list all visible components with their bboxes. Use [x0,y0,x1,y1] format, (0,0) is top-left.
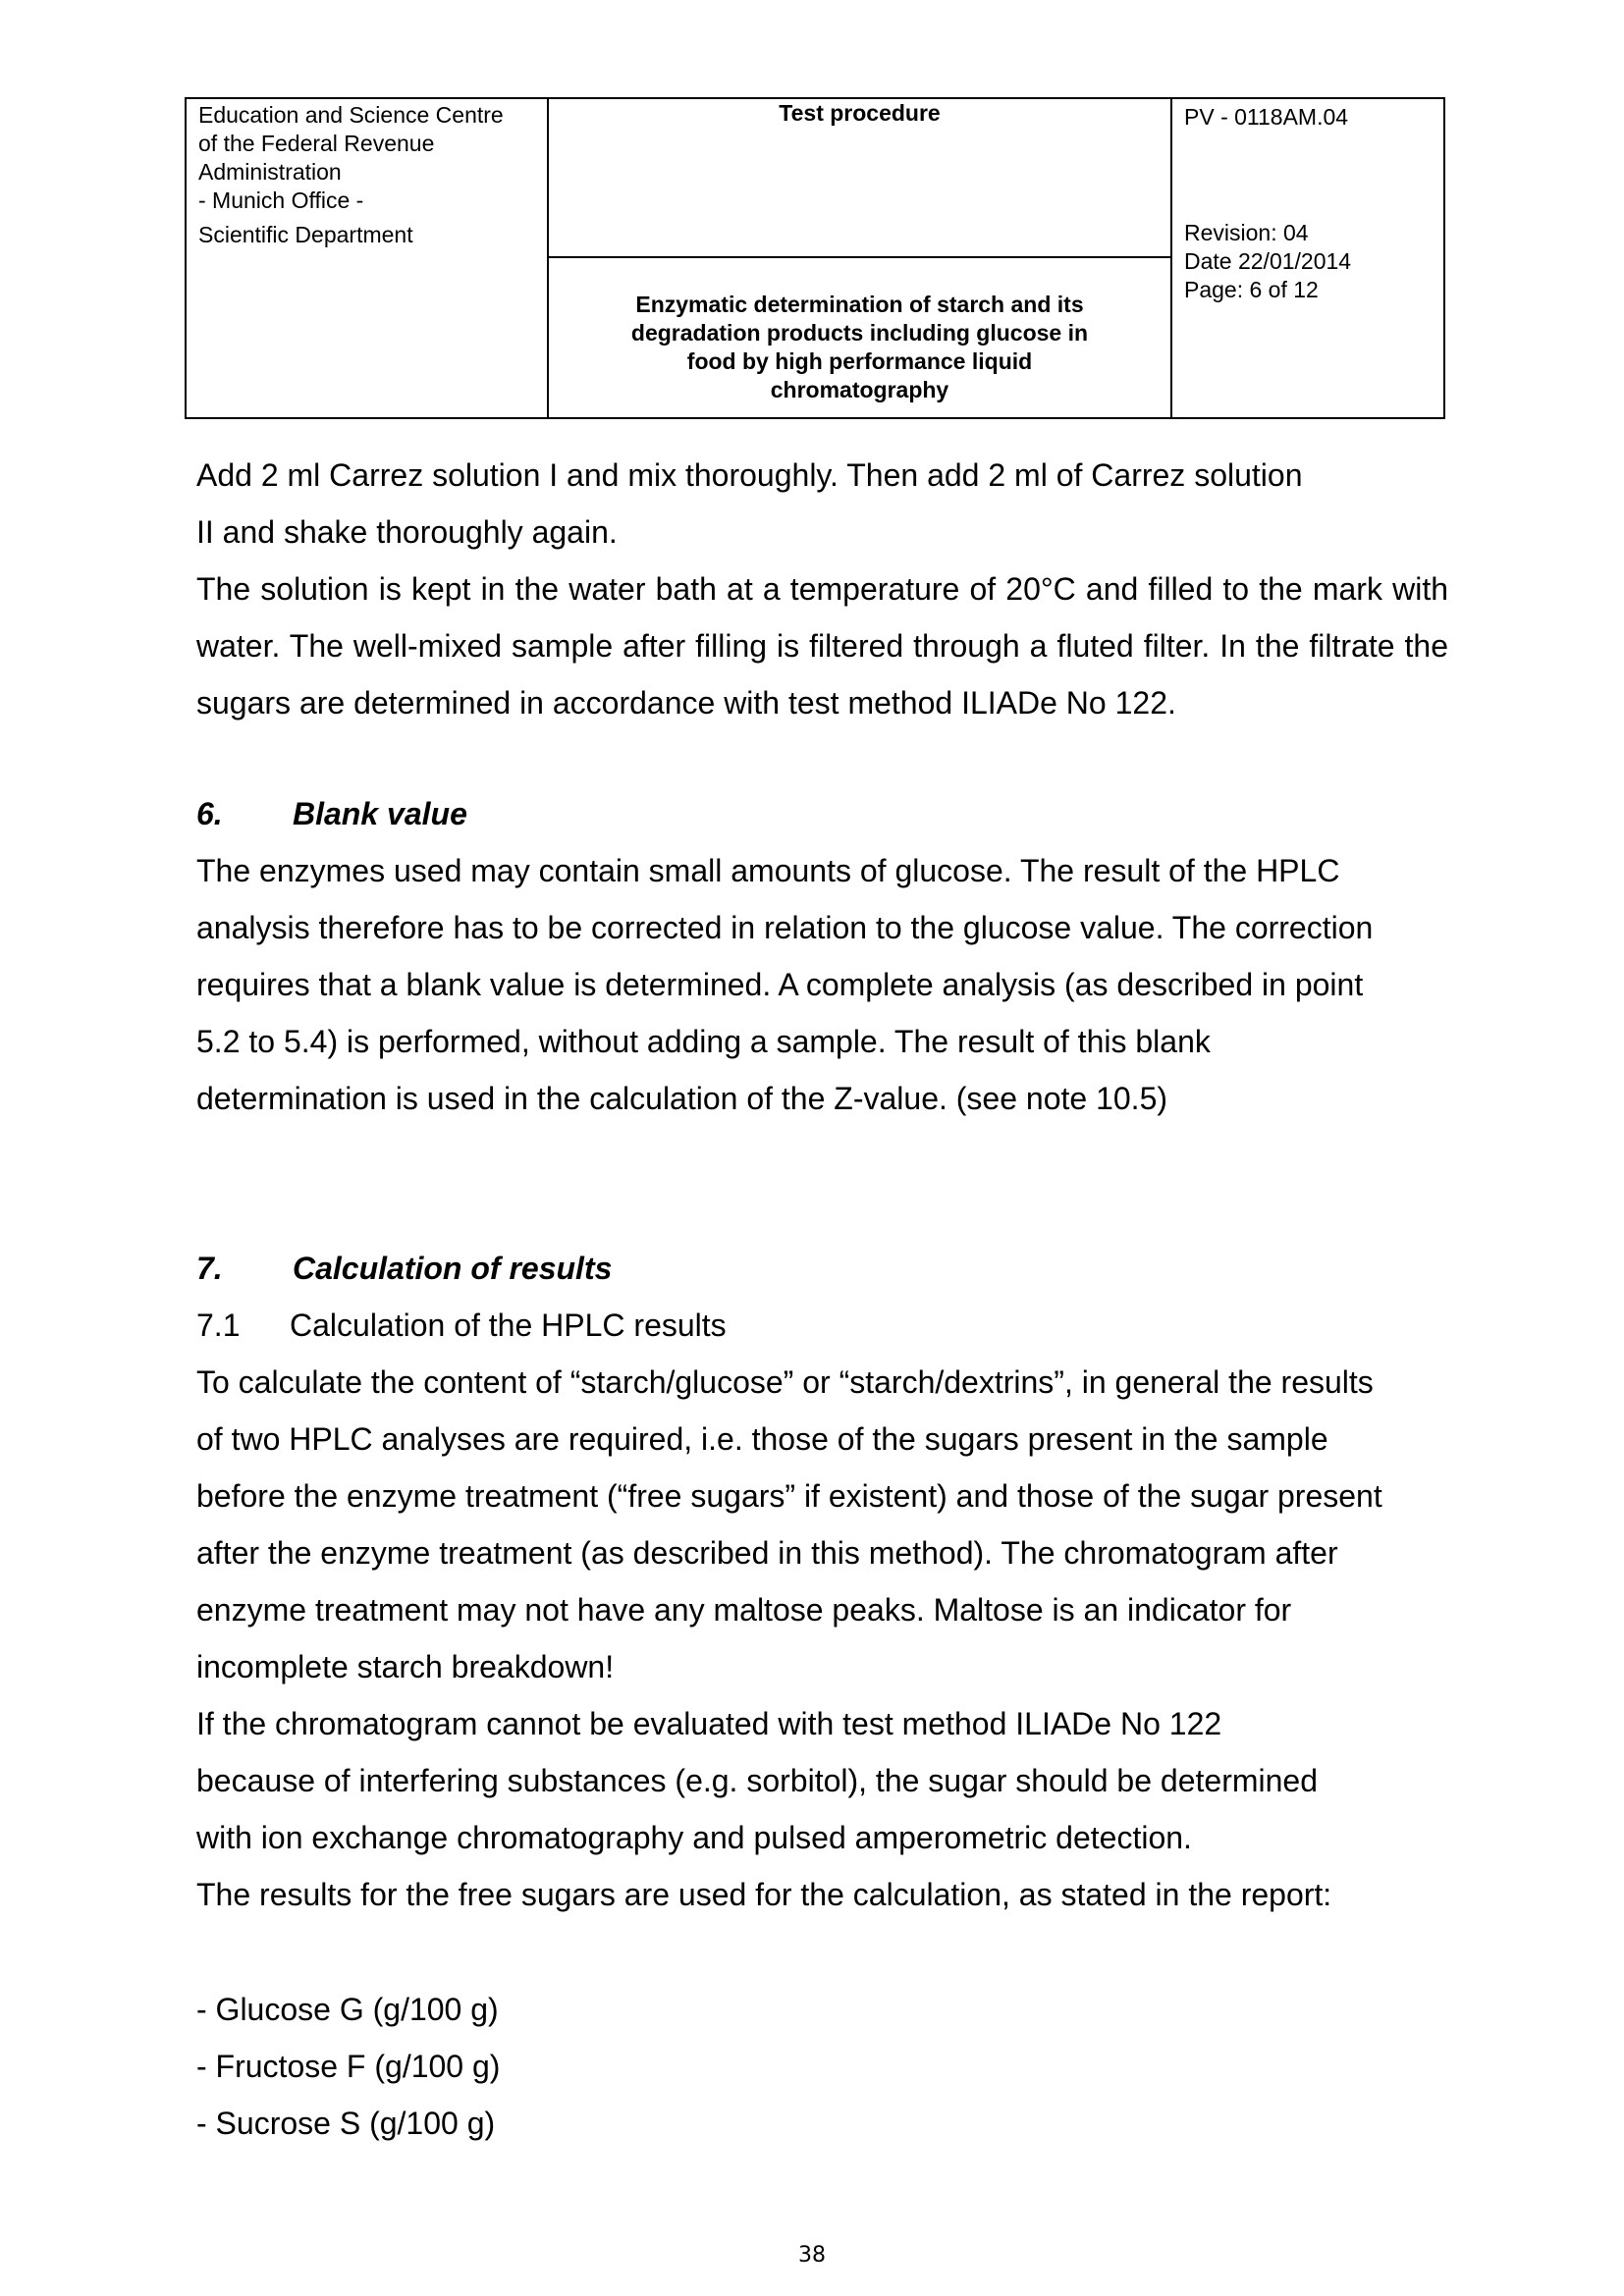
section-number: 6. [196,796,223,831]
text-line: To calculate the content of “starch/glucose” or “starch/dextrins”, in general the results [196,1364,1374,1400]
list-item: - Sucrose S (g/100 g) [196,2106,496,2141]
header-page: Page: 6 of 12 [1184,277,1319,302]
text-line: before the enzyme treatment (“free sugars” if existent) and those of the sugar present [196,1478,1382,1514]
text-line: with ion exchange chromatography and pulsed amperometric detection. [196,1820,1192,1855]
intro-line: II and shake thoroughly again. [196,514,618,550]
text-line: analysis therefore has to be corrected in relation to the glucose value. The correction [196,910,1374,945]
text-line: determination is used in the calculation of the Z-value. (see note 10.5) [196,1081,1168,1116]
header-doc-id: PV - 0118AM.04 [1184,104,1349,130]
text-line: The results for the free sugars are used for the calculation, as stated in the report: [196,1877,1332,1912]
text-line: after the enzyme treatment (as described in this method). The chromatogram after [196,1535,1338,1571]
text-line: because of interfering substances (e.g. sorbitol), the sugar should be determined [196,1763,1318,1798]
page-number: 38 [798,2243,826,2268]
list-item: - Glucose G (g/100 g) [196,1992,499,2027]
text-line: enzyme treatment may not have any maltose peaks. Maltose is an indicator for [196,1592,1292,1628]
text-line: of two HPLC analyses are required, i.e. those of the sugars present in the sample [196,1421,1328,1457]
subsection-title: Calculation of the HPLC results [290,1308,727,1343]
subsection-number: 7.1 [196,1308,241,1343]
section-heading [196,1240,1448,1297]
header-meta [1184,219,1351,304]
list-item: - Fructose F (g/100 g) [196,2049,501,2084]
org-line: Education and Science Centre [198,102,504,128]
header-divider-horizontal [547,256,1172,258]
text-line: incomplete starch breakdown! [196,1649,615,1684]
header-doc-type: Test procedure [779,100,941,126]
header-department: Scientific Department [198,222,413,247]
document-header-table [185,97,1445,419]
header-subject [549,291,1170,404]
org-line: of the Federal Revenue [198,131,435,156]
intro-block [196,447,1448,731]
free-sugars-list [196,1981,1448,2152]
text-line: If the chromatogram cannot be evaluated with test method ILIADe No 122 [196,1706,1222,1741]
text-line: 5.2 to 5.4) is performed, without adding a sample. The result of this blank [196,1024,1211,1059]
text-line: The enzymes used may contain small amounts of glucose. The result of the HPLC [196,853,1340,888]
section-number: 7. [196,1251,223,1286]
intro-paragraph: The solution is kept in the water bath at a temperature of 20°C and filled to the mark with water. The well-mixed sample after filling is filtered through a fluted filter. In the filtrate the sugars are determined in accordance with test method ILIADe No 122. [196,571,1448,721]
header-date: Date 22/01/2014 [1184,248,1352,274]
section-blank-value [196,785,1448,1127]
org-line: - Munich Office - [198,187,364,213]
subject-line: chromatography [770,377,949,402]
subject-line: food by high performance liquid [686,348,1033,374]
org-line: Administration [198,159,342,185]
section-title: Calculation of results [293,1251,613,1286]
header-revision: Revision: 04 [1184,220,1309,245]
subject-line: degradation products including glucose in [630,320,1089,346]
text-line: requires that a blank value is determined. A complete analysis (as described in point [196,967,1364,1002]
subsection-heading [196,1297,1448,1354]
section-title: Blank value [293,796,467,831]
section-heading [196,785,1448,842]
section-calculation [196,1240,1448,1923]
subject-line: Enzymatic determination of starch and its [635,292,1084,317]
header-divider-2 [1170,99,1172,417]
header-organization [198,101,542,249]
intro-line: Add 2 ml Carrez solution I and mix thoroughly. Then add 2 ml of Carrez solution [196,457,1303,493]
